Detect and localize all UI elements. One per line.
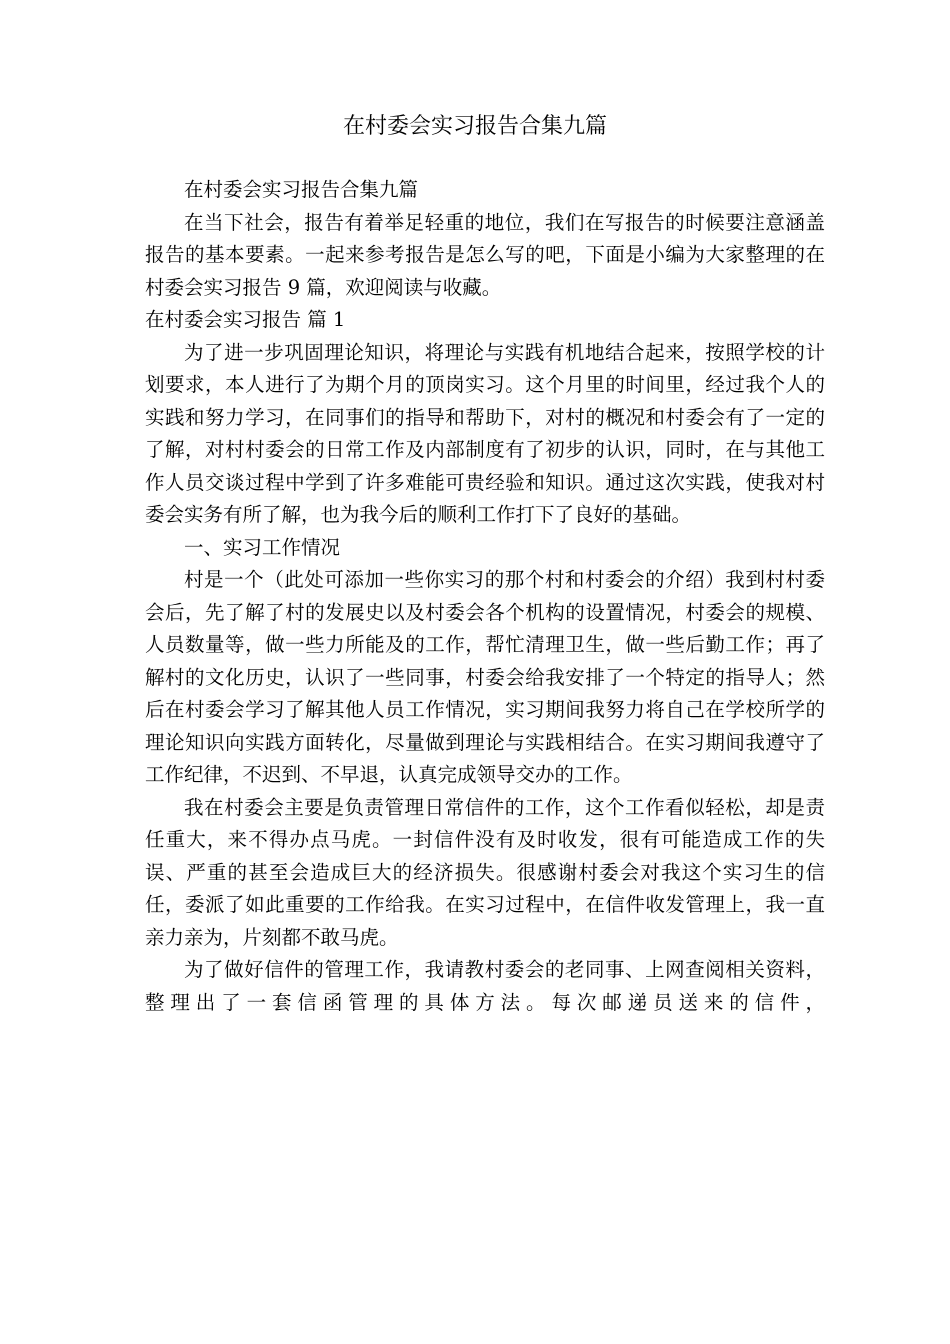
document-body [145,174,825,1019]
document-subtitle: 在村委会实习报告合集九篇 [184,178,419,201]
paragraph-3: 我在村委会主要是负责管理日常信件的工作，这个工作看似轻松，却是责任重大，来不得办点马虎。一封信件没有及时收发，很有可能造成工作的失误、严重的甚至会造成巨大的经济损失。很感谢村委会对我这个实习生的信任，委派了如此重要的工作给我。在实习过程中，在信件收发管理上，我一直亲力亲为，片刻都不敢马虎。 [145,795,825,949]
section-heading: 在村委会实习报告 篇 1 [145,308,346,331]
paragraph-1: 为了进一步巩固理论知识，将理论与实践有机地结合起来，按照学校的计划要求，本人进行了为期个月的顶岗实习。这个月里的时间里，经过我个人的实践和努力学习，在同事们的指导和帮助下，对村的概况和村委会有了一定的了解，对村村委会的日常工作及内部制度有了初步的认识，同时，在与其他工作人员交谈过程中学到了许多难能可贵经验和知识。通过这次实践，使我对村委会实务有所了解，也为我今后的顺利工作打下了良好的基础。 [145,340,825,526]
heading-work-situation: 一、实习工作情况 [184,535,341,559]
intro-paragraph: 在当下社会，报告有着举足轻重的地位，我们在写报告的时候要注意涵盖报告的基本要素。一起来参考报告是怎么写的吧，下面是小编为大家整理的在村委会实习报告 9 篇，欢迎阅读与收藏。 [145,210,825,299]
paragraph-4: 为了做好信件的管理工作，我请教村委会的老同事、上网查阅相关资料，整理出了一套信函管理的具体方法。每次邮递员送来的信件， [145,958,825,1014]
page-title: 在村委会实习报告合集九篇 [342,114,607,139]
paragraph-2: 村是一个（此处可添加一些你实习的那个村和村委会的介绍）我到村村委会后，先了解了村的发展史以及村委会各个机构的设置情况，村委会的规模、人员数量等，做一些力所能及的工作，帮忙清理卫生，做一些后勤工作；再了解村的文化历史，认识了一些同事，村委会给我安排了一个特定的指导人；然后在村委会学习了解其他人员工作情况，实习期间我努力将自己在学校所学的理论知识向实践方面转化，尽量做到理论与实践相结合。在实习期间我遵守了工作纪律，不迟到、不早退，认真完成领导交办的工作。 [145,568,825,786]
